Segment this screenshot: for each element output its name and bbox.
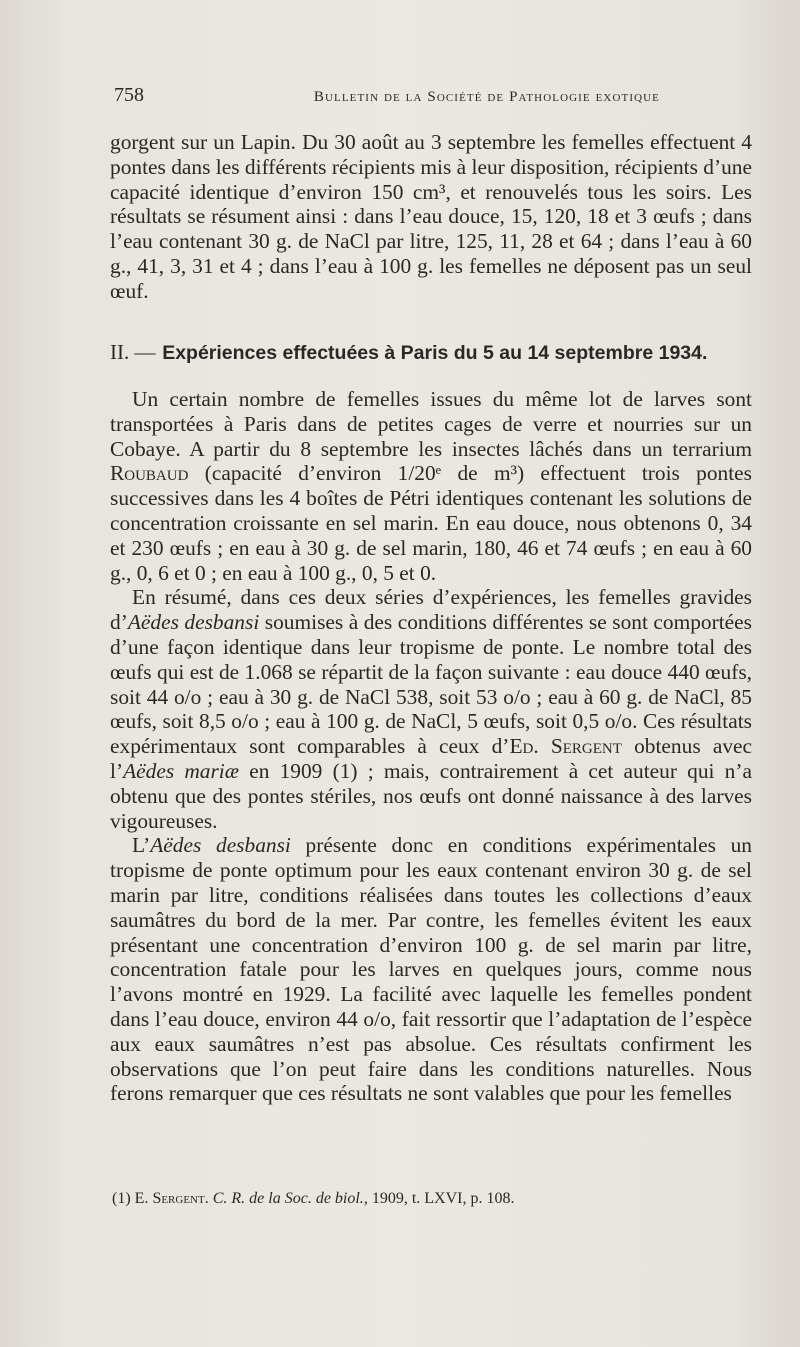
paragraph-4-prefix: L’ (132, 833, 151, 858)
body-text (110, 387, 752, 1106)
footnote-marker: (1) E. (112, 1190, 153, 1207)
species-aedes-desbansi-2: Aëdes desbansi (150, 833, 291, 858)
section-heading (110, 339, 752, 366)
footnote-title: C. R. de la Soc. de biol. (212, 1190, 364, 1207)
section-number: II. — (110, 340, 156, 364)
footnote-author: Sergent (152, 1190, 205, 1207)
author-roubaud: Roubaud (110, 461, 189, 486)
paragraph-3-part-2: soumises à des conditions différentes se sont comportées d’une façon identique dans leur tropisme de ponte. Le nombre total des œufs qui est de 1.068 se répartit de la façon suivante : eau douce 440 œufs, soit 44 o/o ; eau à 30 g. de NaCl 538, soit 53 o/o ; eau à 60 g. de NaCl, 85 œufs, soit 8,5 o/o ; eau à 100 g. de NaCl, 5 œufs, soit 0,5 o/o. Ces résultats expérimentaux sont comparables à ceux d’ (110, 610, 752, 759)
section-title: Expériences effectuées à Paris du 5 au 14 septembre 1934. (162, 342, 708, 364)
paragraph-3-part-4: en 1909 (1) ; mais, contrairement à cet auteur qui n’a obtenu que des pontes stériles, nos œufs ont donné naissance à des larves vigoureuses. (110, 758, 752, 833)
paragraph-2-start: Un certain nombre de femelles issues du même lot de larves sont transportées à Paris dans de petites cages de verre et nourries sur un Cobaye. A partir du 8 septembre les insectes lâchés dans un terrarium (110, 387, 752, 461)
footnote: (1) E. Sergent. C. R. de la Soc. de biol., 1909, t. LXVI, p. 108. (112, 1190, 515, 1207)
author-sergent: Ed. Sergent (509, 734, 622, 759)
paragraph-3 (110, 585, 752, 833)
paragraph-2 (110, 387, 752, 585)
running-head (114, 84, 660, 108)
paragraph-1: gorgent sur un Lapin. Du 30 août au 3 septembre les femelles effectuent 4 pontes dans les différents récipients mis à leur disposition, récipients d’une capacité identique d’environ 150 cm³, et renouvelés tous les soirs. Les résultats se résument ainsi : dans l’eau douce, 15, 120, 18 et 3 œufs ; dans l’eau contenant 30 g. de NaCl par litre, 125, 11, 28 et 64 ; dans l’eau à 60 g., 41, 3, 31 et 4 ; dans l’eau à 100 g. les femelles ne déposent pas un seul œuf. (110, 130, 752, 303)
paragraph-2-end: (capacité d’environ 1/20ᵉ de m³) effectuent trois pontes successives dans les 4 boîtes de Pétri identiques contenant les solutions de concentration croissante en sel marin. En eau douce, nous obtenons 0, 34 et 230 œufs ; en eau à 30 g. de sel marin, 180, 46 et 74 œufs ; en eau à 60 g., 0, 6 et 0 ; en eau à 100 g., 0, 5 et 0. (110, 461, 752, 585)
paragraph-4 (110, 833, 752, 1106)
paragraph-3-part-1: En résumé, dans ces deux séries d’expériences, les femelles gravides d’ (110, 585, 752, 635)
journal-title: Bulletin de la Société de Pathologie exotique (313, 89, 660, 105)
paragraph-intro-block (110, 130, 752, 304)
species-aedes-mariae: Aëdes mariæ (123, 758, 240, 783)
paragraph-3-part-3: obtenus avec l’ (110, 734, 752, 783)
footnote-details: , 1909, t. LXVI, p. 108. (363, 1190, 515, 1207)
paragraph-4-text: présente donc en conditions expérimentales un tropisme de ponte optimum pour les eaux contenant environ 30 g. de sel marin par litre, conditions réalisées dans toutes les collections d’eaux saumâtres du bord de la mer. Par contre, les femelles évitent les eaux présentant une concentration d’environ 100 g. de sel marin par litre, concentration fatale pour les larves en quelques jours, comme nous l’avons montré en 1929. La facilité avec laquelle les femelles pondent dans l’eau douce, environ 44 o/o, fait ressortir que l’adaptation de l’espèce aux eaux saumâtres n’est pas absolue. Ces résultats confirment les observations que l’on peut faire dans les conditions naturelles. Nous ferons remarquer que ces résultats ne sont valables que pour les femelles (110, 833, 753, 1106)
species-aedes-desbansi: Aëdes desbansi (127, 610, 260, 635)
page-number: 758 (114, 84, 144, 106)
